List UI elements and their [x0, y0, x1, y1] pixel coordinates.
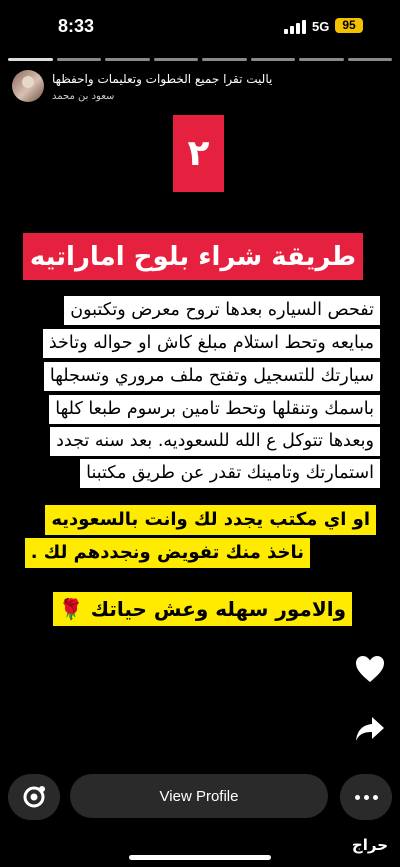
- status-time: 8:33: [58, 16, 95, 36]
- view-profile-button[interactable]: View Profile: [70, 774, 328, 818]
- story-segment: [202, 58, 247, 61]
- post-caption: ياليت تقرا جميع الخطوات وتعليمات واحفظها: [52, 72, 273, 86]
- highlight-line: او اي مكتب يجدد لك وانت بالسعوديه: [45, 505, 376, 535]
- post-title: طريقة شراء بلوح اماراتيه: [23, 233, 363, 280]
- story-segment: [154, 58, 199, 61]
- story-segment: [251, 58, 296, 61]
- step-number: ٢: [173, 115, 224, 192]
- watermark: حراج: [351, 836, 388, 854]
- status-bar: [0, 0, 400, 52]
- story-segment: [105, 58, 150, 61]
- battery-icon: 95: [335, 18, 363, 33]
- body-line: وبعدها تتوكل ع الله للسعوديه. بعد سنه تجدد: [50, 427, 380, 456]
- camera-icon[interactable]: [8, 774, 60, 820]
- home-indicator: [129, 855, 271, 860]
- story-segment: [348, 58, 393, 61]
- body-line: سيارتك للتسجيل وتفتح ملف مروري وتسجلها: [44, 362, 380, 391]
- share-icon[interactable]: [352, 711, 388, 747]
- author-header[interactable]: [8, 68, 392, 108]
- heart-icon[interactable]: [352, 651, 388, 687]
- body-line: باسمك وتنقلها وتحط تامين برسوم طبعا كلها: [49, 395, 380, 424]
- body-line: استمارتك وتامينك تقدر عن طريق مكتبنا: [80, 459, 380, 488]
- author-name[interactable]: سعود بن محمد: [52, 91, 115, 102]
- avatar[interactable]: [12, 70, 44, 102]
- story-progress: [8, 58, 392, 61]
- closing-line: والامور سهله وعش حياتك 🌹: [53, 592, 352, 626]
- story-segment: [57, 58, 102, 61]
- body-line: تفحص السياره بعدها تروح معرض وتكتبون: [64, 296, 380, 325]
- more-icon[interactable]: [340, 774, 392, 820]
- body-line: مبايعه وتحط استلام مبلغ كاش او حواله وتاخذ: [43, 329, 380, 358]
- network-label: 5G: [312, 19, 330, 34]
- highlight-line: ناخذ منك تفويض ونجددهم لك .: [25, 538, 310, 568]
- story-segment: [299, 58, 344, 61]
- bottom-bar: [0, 770, 400, 830]
- story-segment: [8, 58, 53, 61]
- signal-icon: [284, 20, 306, 34]
